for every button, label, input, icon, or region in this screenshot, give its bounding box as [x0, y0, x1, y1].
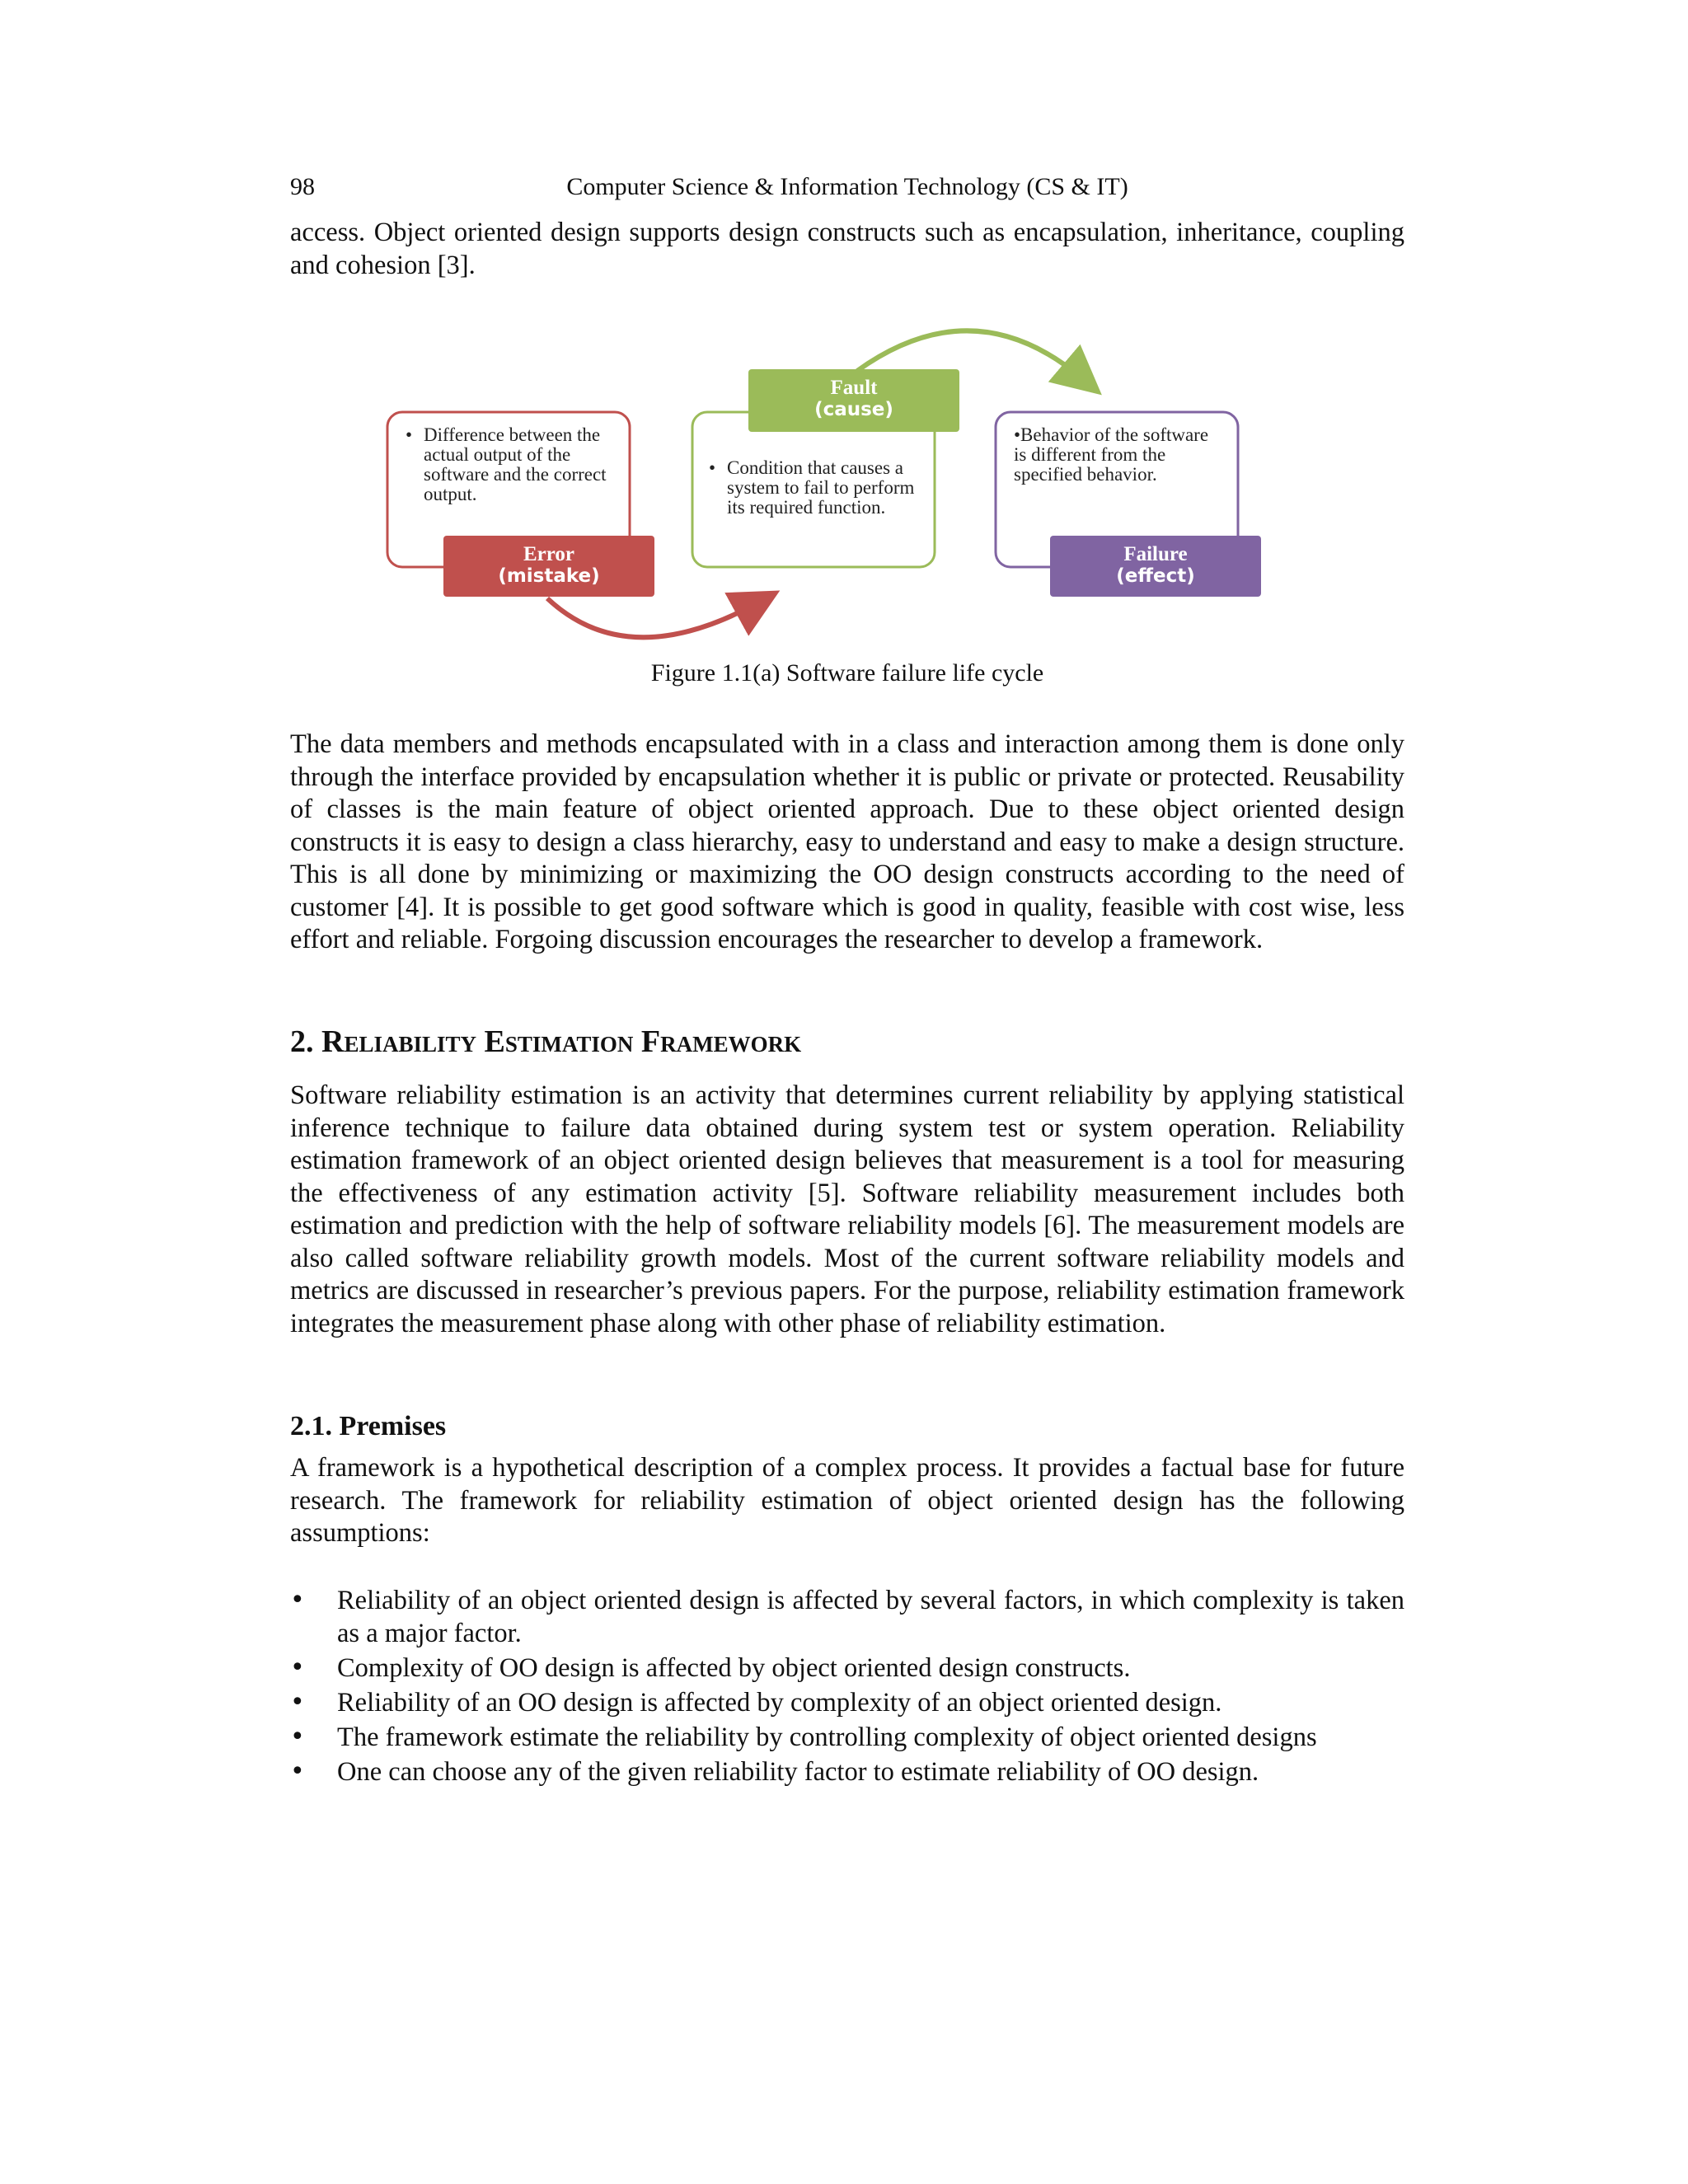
error-to-fault-arrow	[547, 598, 758, 637]
paragraph-2: The data members and methods encapsulated with in a class and interaction among them is done only through the interface provided by encapsulation whether it is public or private or protected. Reusability of classes is the main feature of object oriented approach. Due to these object oriented design constructs it is easy to design a class hierarchy, easy to understand and easy to make a design structure. This is all done by minimizing or maximizing the OO design constructs according to the need of customer [4]. It is possible to get good software which is good in quality, feasible with cost wise, less effort and reliable. Forgoing discussion encourages the researcher to develop a framework.	[290, 729, 1404, 954]
page-number: 98	[290, 173, 315, 200]
section-2-paragraph: Software reliability estimation is an activity that determines current reliability by applying statistical inference technique to failure data obtained during system test or system operation. Reliability estimation framework of an object oriented design believes that measurement is a tool for measuring the effectiveness of any estimation activity [5]. Software reliability measurement includes both estimation and prediction with the help of software reliability models [6]. The measurement models are also called software reliability growth models. Most of the current software reliability models and metrics are discussed in researcher’s previous papers. For the purpose, reliability estimation framework integrates the measurement phase along with other phase of reliability estimation.	[290, 1080, 1404, 1338]
failure-description: •Behavior of the software is different from the specified behavior.	[1014, 424, 1209, 485]
fault-description-text: • Condition that causes a system to fail to perform its required function.	[709, 458, 923, 518]
section-2-1-paragraph: A framework is a hypothetical description of a complex process. It provides a factual base for future research. The framework for reliability estimation of object oriented design has the following assumptions:	[290, 1453, 1404, 1548]
bullet-icon: •	[290, 1757, 305, 1786]
error-subtitle: (mistake)	[498, 565, 600, 587]
bullet-icon: •	[290, 1688, 305, 1717]
section-2-heading	[290, 1024, 801, 1060]
page-header	[290, 173, 1404, 206]
paragraph-2-block	[290, 729, 1404, 957]
failure-subtitle: (effect)	[1116, 565, 1195, 587]
intro-block	[290, 217, 1404, 282]
bullet-icon: •	[290, 1653, 305, 1682]
list-item: • Reliability of an object oriented design is affected by several factors, in which complexity is taken as a major factor.	[290, 1586, 1404, 1648]
fault-label	[748, 377, 959, 420]
bullet-icon: •	[290, 1586, 305, 1615]
error-description-text: • Difference between the actual output of the software and the correct output.	[406, 425, 612, 504]
failure-life-cycle-figure	[290, 312, 1404, 707]
figure-caption: Figure 1.1(a) Software failure life cycle	[650, 659, 1044, 687]
intro-paragraph: access. Object oriented design supports design constructs such as encapsulation, inheritance, coupling and cohesion [3].	[290, 218, 1404, 280]
error-description	[406, 425, 612, 504]
section-2-body	[290, 1080, 1404, 1340]
list-item: • Reliability of an OO design is affected by complexity of an object oriented design.	[290, 1688, 1222, 1718]
fault-description	[709, 458, 923, 518]
list-item: • One can choose any of the given reliability factor to estimate reliability of OO design.	[290, 1757, 1259, 1787]
section-2-title: Reliability Estimation Framework	[321, 1024, 802, 1059]
fault-title: Fault	[830, 377, 878, 399]
section-2-1-heading: 2.1. Premises	[290, 1411, 447, 1441]
failure-label	[1050, 544, 1261, 587]
section-2-number: 2.	[290, 1024, 314, 1059]
error-label	[443, 544, 654, 587]
fault-subtitle: (cause)	[814, 399, 893, 420]
assumptions-list	[290, 1584, 1404, 1790]
bullet-icon: •	[290, 1722, 305, 1751]
error-title: Error	[523, 543, 574, 565]
section-2-1-body	[290, 1452, 1404, 1550]
journal-title: Computer Science & Information Technology (CS & IT)	[566, 173, 1128, 200]
list-item: • Complexity of OO design is affected by object oriented design constructs.	[290, 1653, 1131, 1683]
list-item: • The framework estimate the reliability by controlling complexity of object oriented designs	[290, 1722, 1317, 1752]
failure-title: Failure	[1123, 543, 1188, 565]
